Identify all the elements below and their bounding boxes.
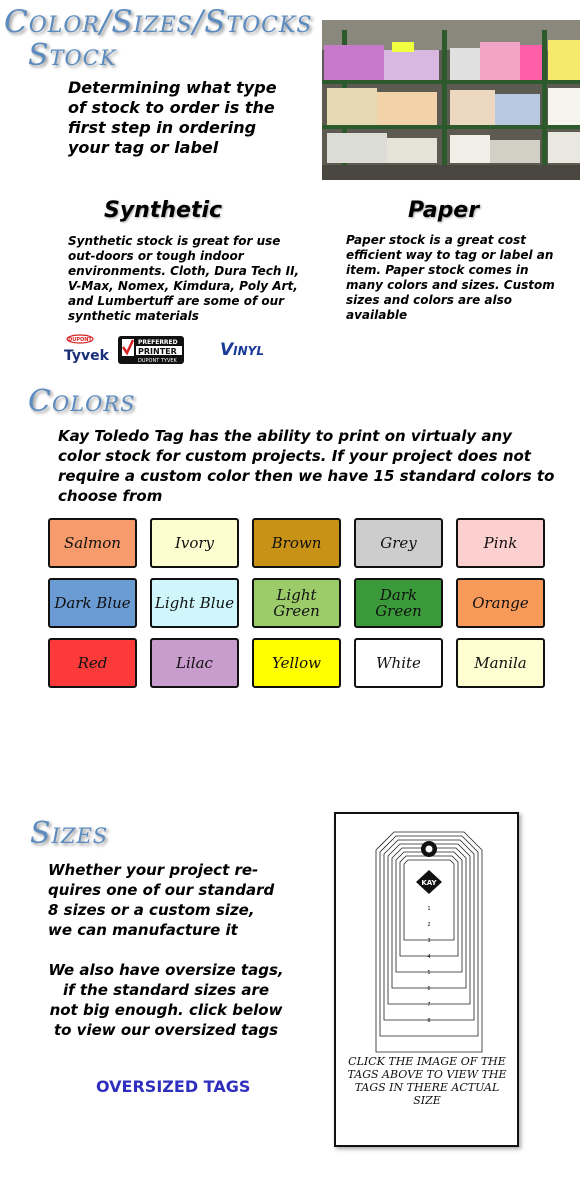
swatch-dark-blue: Dark Blue xyxy=(48,578,137,628)
synthetic-heading: Synthetic xyxy=(104,198,223,223)
tag-image-caption: CLICK THE IMAGE OF THE TAGS ABOVE TO VIEW THE TAGS IN THERE ACTUAL SIZE xyxy=(347,1055,507,1107)
tyvek-logo-text: Tyvek xyxy=(64,348,109,364)
swatch-lilac: Lilac xyxy=(150,638,239,688)
nested-tags-graphic xyxy=(374,828,484,1053)
swatch-salmon: Salmon xyxy=(48,518,137,568)
swatch-light-green: Light Green xyxy=(252,578,341,628)
swatch-brown: Brown xyxy=(252,518,341,568)
paper-heading: Paper xyxy=(408,198,480,223)
swatch-dark-green: Dark Green xyxy=(354,578,443,628)
tag-size-label: 8 xyxy=(427,1018,431,1024)
swatch-light-blue: Light Blue xyxy=(150,578,239,628)
dupont-logo-text: DUPONT xyxy=(68,337,92,343)
swatch-ivory: Ivory xyxy=(150,518,239,568)
swatch-grey: Grey xyxy=(354,518,443,568)
printer-text: PRINTER xyxy=(138,347,177,356)
swatch-white: White xyxy=(354,638,443,688)
stock-intro: Determining what type of stock to order is the first step in ordering your tag or label xyxy=(68,78,277,157)
sizes-heading: Sizes xyxy=(30,816,109,851)
warehouse-photo xyxy=(322,20,580,180)
tyvek-preferred-printer-logo xyxy=(62,334,186,366)
color-swatch-grid xyxy=(48,518,546,688)
vinyl-label: Vinyl xyxy=(220,340,265,360)
oversize-text: We also have oversize tags, if the standard sizes are not big enough. click below to view our oversized tags xyxy=(48,961,284,1039)
tag-brand-logo: KAY xyxy=(421,879,437,887)
dupont-tyvek-text: DUPONT TYVEK xyxy=(138,358,177,364)
swatch-orange: Orange xyxy=(456,578,545,628)
colors-heading: Colors xyxy=(28,384,136,419)
paper-text: Paper stock is a great cost efficient way to tag or label an item. Paper stock comes in many colors and sizes. Custom sizes and colors are also available xyxy=(346,233,555,322)
tag-size-label: 1 xyxy=(427,906,431,912)
colors-intro: Kay Toledo Tag has the ability to print on virtualy any color stock for custom projects. If your project does not require a custom color then we have 15 standard colors to choose from xyxy=(58,427,555,505)
swatch-manila: Manila xyxy=(456,638,545,688)
oversized-tags-link[interactable]: OVERSIZED TAGS xyxy=(96,1077,251,1096)
tag-size-label: 3 xyxy=(427,938,431,944)
tag-size-label: 5 xyxy=(427,970,431,976)
sizes-intro: Whether your project re-quires one of our standard 8 sizes or a custom size, we can manufacture it xyxy=(48,861,275,939)
tag-size-label: 6 xyxy=(427,986,431,992)
swatch-red: Red xyxy=(48,638,137,688)
tag-size-label: 2 xyxy=(427,922,431,928)
synthetic-text: Synthetic stock is great for use out-doors or tough indoor environments. Cloth, Dura Tech II, V-Max, Nomex, Kimdura, Poly Art, and Lumbertuff are some of our synthetic materials xyxy=(68,234,300,323)
stock-heading: Stock xyxy=(28,38,117,73)
page-title: Color/Sizes/Stocks xyxy=(4,4,313,40)
swatch-yellow: Yellow xyxy=(252,638,341,688)
tag-sizes-image[interactable] xyxy=(334,812,519,1147)
swatch-pink: Pink xyxy=(456,518,545,568)
tag-size-label: 7 xyxy=(427,1002,431,1008)
tag-size-label: 4 xyxy=(427,954,431,960)
preferred-text: PREFERRED xyxy=(138,339,178,346)
